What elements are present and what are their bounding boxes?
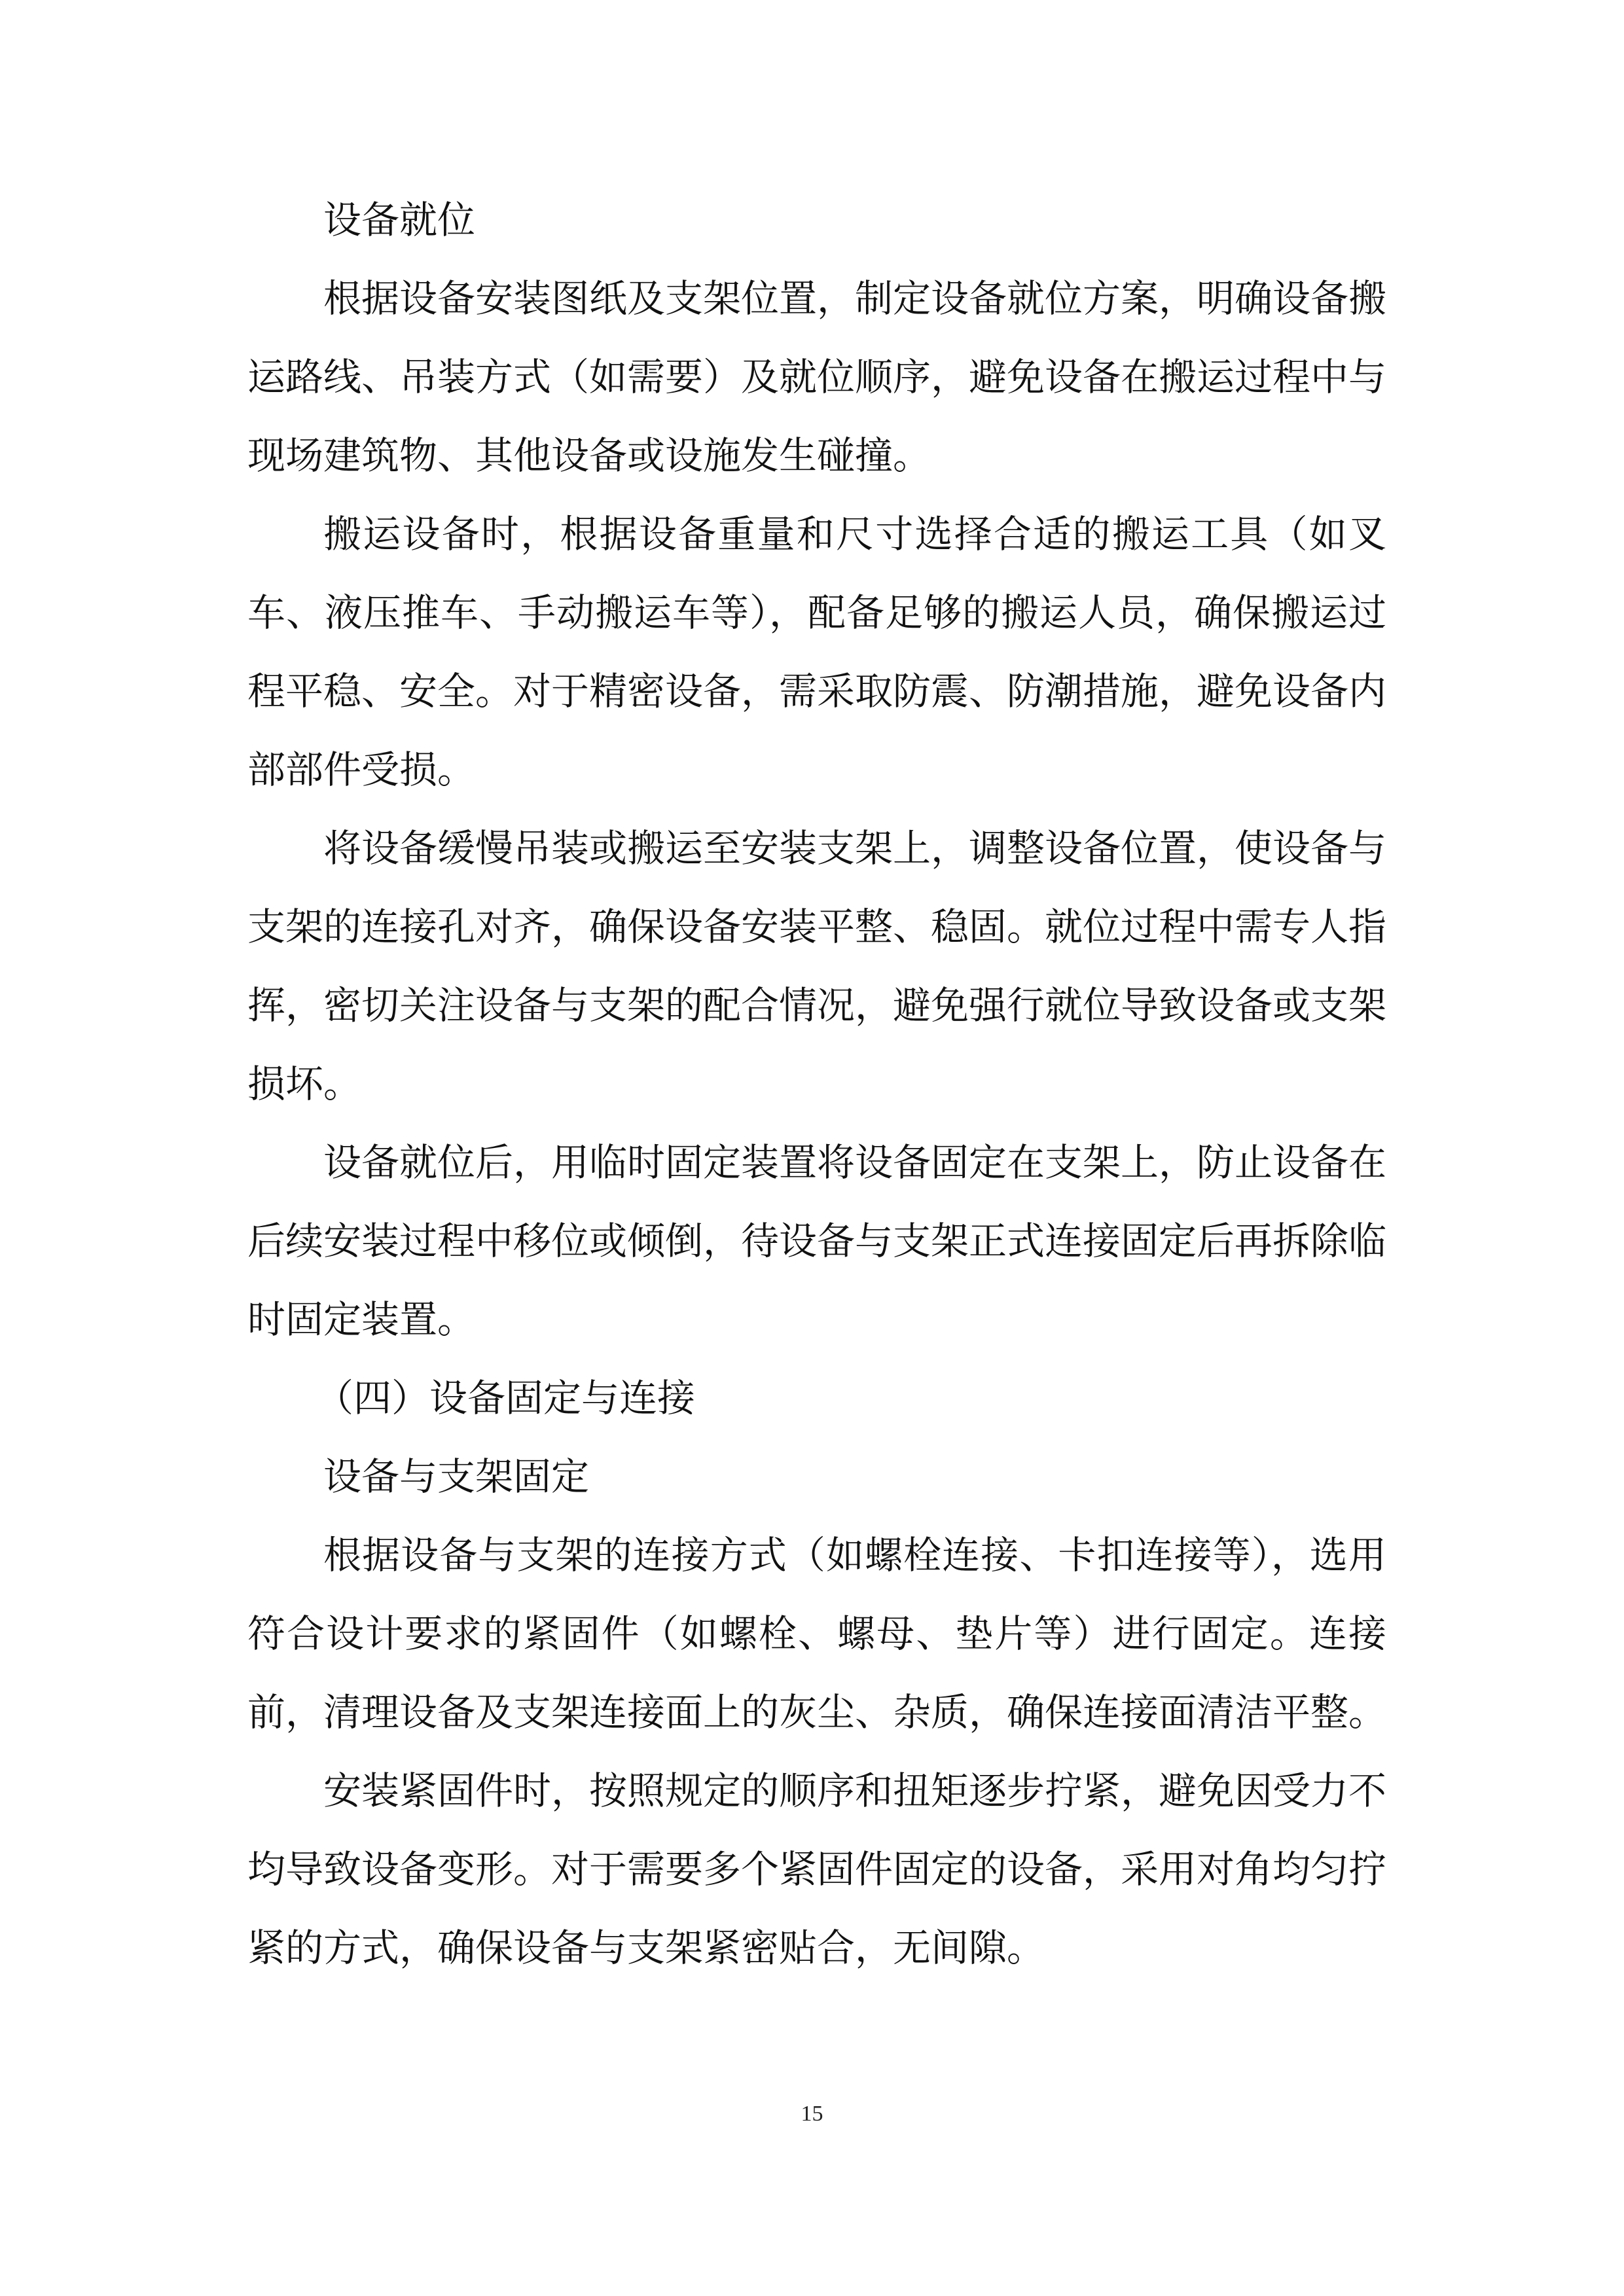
page-number: 15 (801, 2102, 823, 2126)
heading-equipment-positioning: 设备就位 (323, 198, 476, 242)
heading-fixing-to-bracket: 设备与支架固定 (323, 1454, 590, 1499)
paragraph-temporary-fixing: 设备就位后，用临时固定装置将设备固定在支架上，防止设备在后续安装过程中移位或倾倒，待设备与支架正式连接固定后再拆除临时固定装置。 (247, 1140, 1387, 1342)
body-text (247, 181, 1386, 1987)
paragraph-positioning-plan: 根据设备安装图纸及支架位置，制定设备就位方案，明确设备搬运路线、吊装方式（如需要）及就位顺序，避免设备在搬运过程中与现场建筑物、其他设备或设施发生碰撞。 (247, 276, 1387, 478)
paragraph-transport: 搬运设备时，根据设备重量和尺寸选择合适的搬运工具（如叉车、液压推车、手动搬运车等），配备足够的搬运人员，确保搬运过程平稳、安全。对于精密设备，需采取防震、防潮措施，避免设备内部部件受损。 (247, 512, 1387, 792)
paragraph-fastener-installation: 安装紧固件时，按照规定的顺序和扭矩逐步拧紧，避免因受力不均导致设备变形。对于需要多个紧固件固定的设备，采用对角均匀拧紧的方式，确保设备与支架紧密贴合，无间隙。 (247, 1768, 1387, 1970)
paragraph-connection-method: 根据设备与支架的连接方式（如螺栓连接、卡扣连接等），选用符合设计要求的紧固件（如螺栓、螺母、垫片等）进行固定。连接前，清理设备及支架连接面上的灰尘、杂质，确保连接面清洁平整。 (247, 1533, 1387, 1734)
paragraph-placement: 将设备缓慢吊装或搬运至安装支架上，调整设备位置，使设备与支架的连接孔对齐，确保设备安装平整、稳固。就位过程中需专人指挥，密切关注设备与支架的配合情况，避免强行就位导致设备或支架损坏。 (247, 826, 1387, 1106)
heading-section-four: （四）设备固定与连接 (316, 1376, 696, 1420)
